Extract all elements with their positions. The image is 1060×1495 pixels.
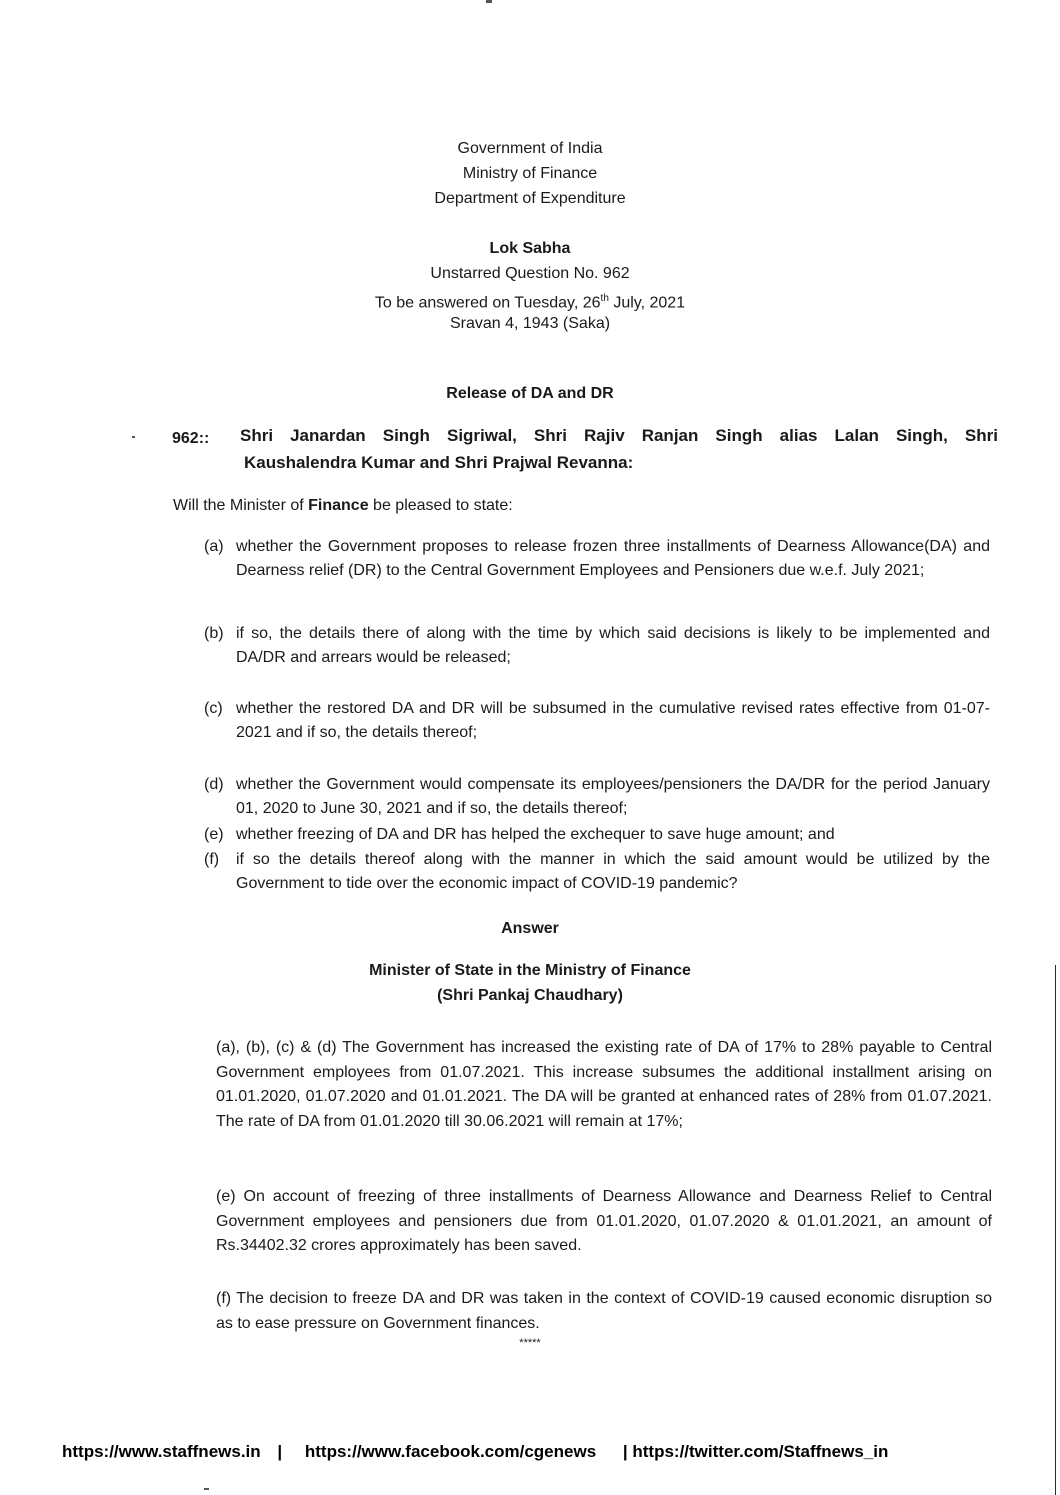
footer-link-staffnews[interactable]: https://www.staffnews.in: [62, 1442, 261, 1461]
item-label: (e): [204, 826, 224, 843]
question-number-label: 962::: [172, 430, 210, 447]
answer-paragraph-e: (e) On account of freezing of three installments of Dearness Allowance and Dearness Relief to Central Government employees and pensioners due from 01.01.2020, 01.07.2020 & 01.01.2021, an amount of Rs.34402.32 crores approximately has been saved.: [216, 1188, 992, 1254]
item-text: if so the details thereof along with the manner in which the said amount would be utilized by the Government to tide over the economic impact of COVID-19 pandemic?: [236, 851, 990, 892]
end-mark: *****: [519, 1337, 541, 1349]
header-govt: Government of India: [457, 140, 603, 157]
scan-edge-line: [1055, 965, 1057, 1495]
scan-speck: [204, 1488, 209, 1490]
header-ministry: Ministry of Finance: [462, 165, 598, 182]
item-text: whether the Government proposes to release frozen three installments of Dearness Allowance(DA) and Dearness relief (DR) to the Central Government Employees and Pensioners due w.e.f. July 2021;: [236, 538, 990, 579]
house-name: Lok Sabha: [489, 240, 571, 257]
question-intro: [173, 494, 513, 518]
footer-link-twitter[interactable]: | https://twitter.com/Staffnews_in: [622, 1442, 889, 1461]
minister-line2: (Shri Pankaj Chaudhary): [437, 987, 623, 1004]
item-label: (a): [204, 538, 224, 555]
item-text: whether the Government would compensate its employees/pensioners the DA/DR for the period January 01, 2020 to June 30, 2021 and if so, the details thereof;: [236, 776, 990, 817]
item-label: (f): [204, 851, 220, 868]
question-item-c: [204, 697, 990, 745]
answer-date-sup: th: [600, 293, 609, 304]
answer-date-suffix: July, 2021: [608, 294, 686, 312]
scan-speck: [132, 436, 135, 438]
scan-speck: [486, 0, 492, 3]
question-item-d: [204, 773, 990, 821]
members-line1-text: Shri Janardan Singh Sigriwal, Shri Rajiv Ranjan Singh alias Lalan Singh, Shri: [240, 426, 998, 445]
question-item-a: [204, 535, 990, 583]
answer-paragraph-abcd: (a), (b), (c) & (d) The Government has increased the existing rate of DA of 17% to 28% payable to Central Government employees from 01.07.2021. This increase subsumes the additional installment arising on 01.01.2020, 01.07.2020 and 01.01.2021. The DA will be granted at enhanced rates of 28% from 01.07.2021. The rate of DA from 01.01.2020 till 30.06.2021 will remain at 17%;: [216, 1039, 992, 1130]
question-number: Unstarred Question No. 962: [430, 265, 630, 282]
question-item-f: [204, 848, 990, 896]
question-item-b: [204, 622, 990, 670]
item-label: (b): [204, 625, 224, 642]
header-department: Department of Expenditure: [434, 190, 626, 207]
question-members-line1: [240, 424, 998, 448]
item-label: (c): [204, 700, 223, 717]
item-text: whether freezing of DA and DR has helped the exchequer to save huge amount; and: [236, 826, 835, 843]
item-label: (d): [204, 776, 224, 793]
footer-separator: |: [277, 1442, 283, 1461]
question-item-e: [204, 823, 990, 847]
minister-line1: Minister of State in the Ministry of Finance: [369, 962, 691, 979]
question-members-line2: Kaushalendra Kumar and Shri Prajwal Revanna:: [244, 453, 634, 472]
answer-date-prefix: To be answered on Tuesday, 26: [374, 294, 601, 312]
footer-links: [62, 1442, 1002, 1462]
answer-paragraph-f: (f) The decision to freeze DA and DR was taken in the context of COVID-19 caused economic disruption so as to ease pressure on Government finances.: [216, 1290, 992, 1332]
intro-prefix: Will the Minister of: [173, 497, 309, 514]
answer-heading: Answer: [501, 920, 559, 937]
saka-date: Sravan 4, 1943 (Saka): [449, 315, 611, 332]
intro-bold: Finance: [308, 497, 369, 514]
item-text: if so, the details there of along with the time by which said decisions is likely to be implemented and DA/DR and arrears would be released;: [236, 625, 990, 666]
subject-title: Release of DA and DR: [446, 385, 614, 402]
intro-suffix: be pleased to state:: [368, 497, 513, 514]
footer-link-facebook[interactable]: https://www.facebook.com/cgenews: [304, 1442, 597, 1461]
item-text: whether the restored DA and DR will be subsumed in the cumulative revised rates effective from 01-07-2021 and if so, the details thereof;: [236, 700, 990, 741]
